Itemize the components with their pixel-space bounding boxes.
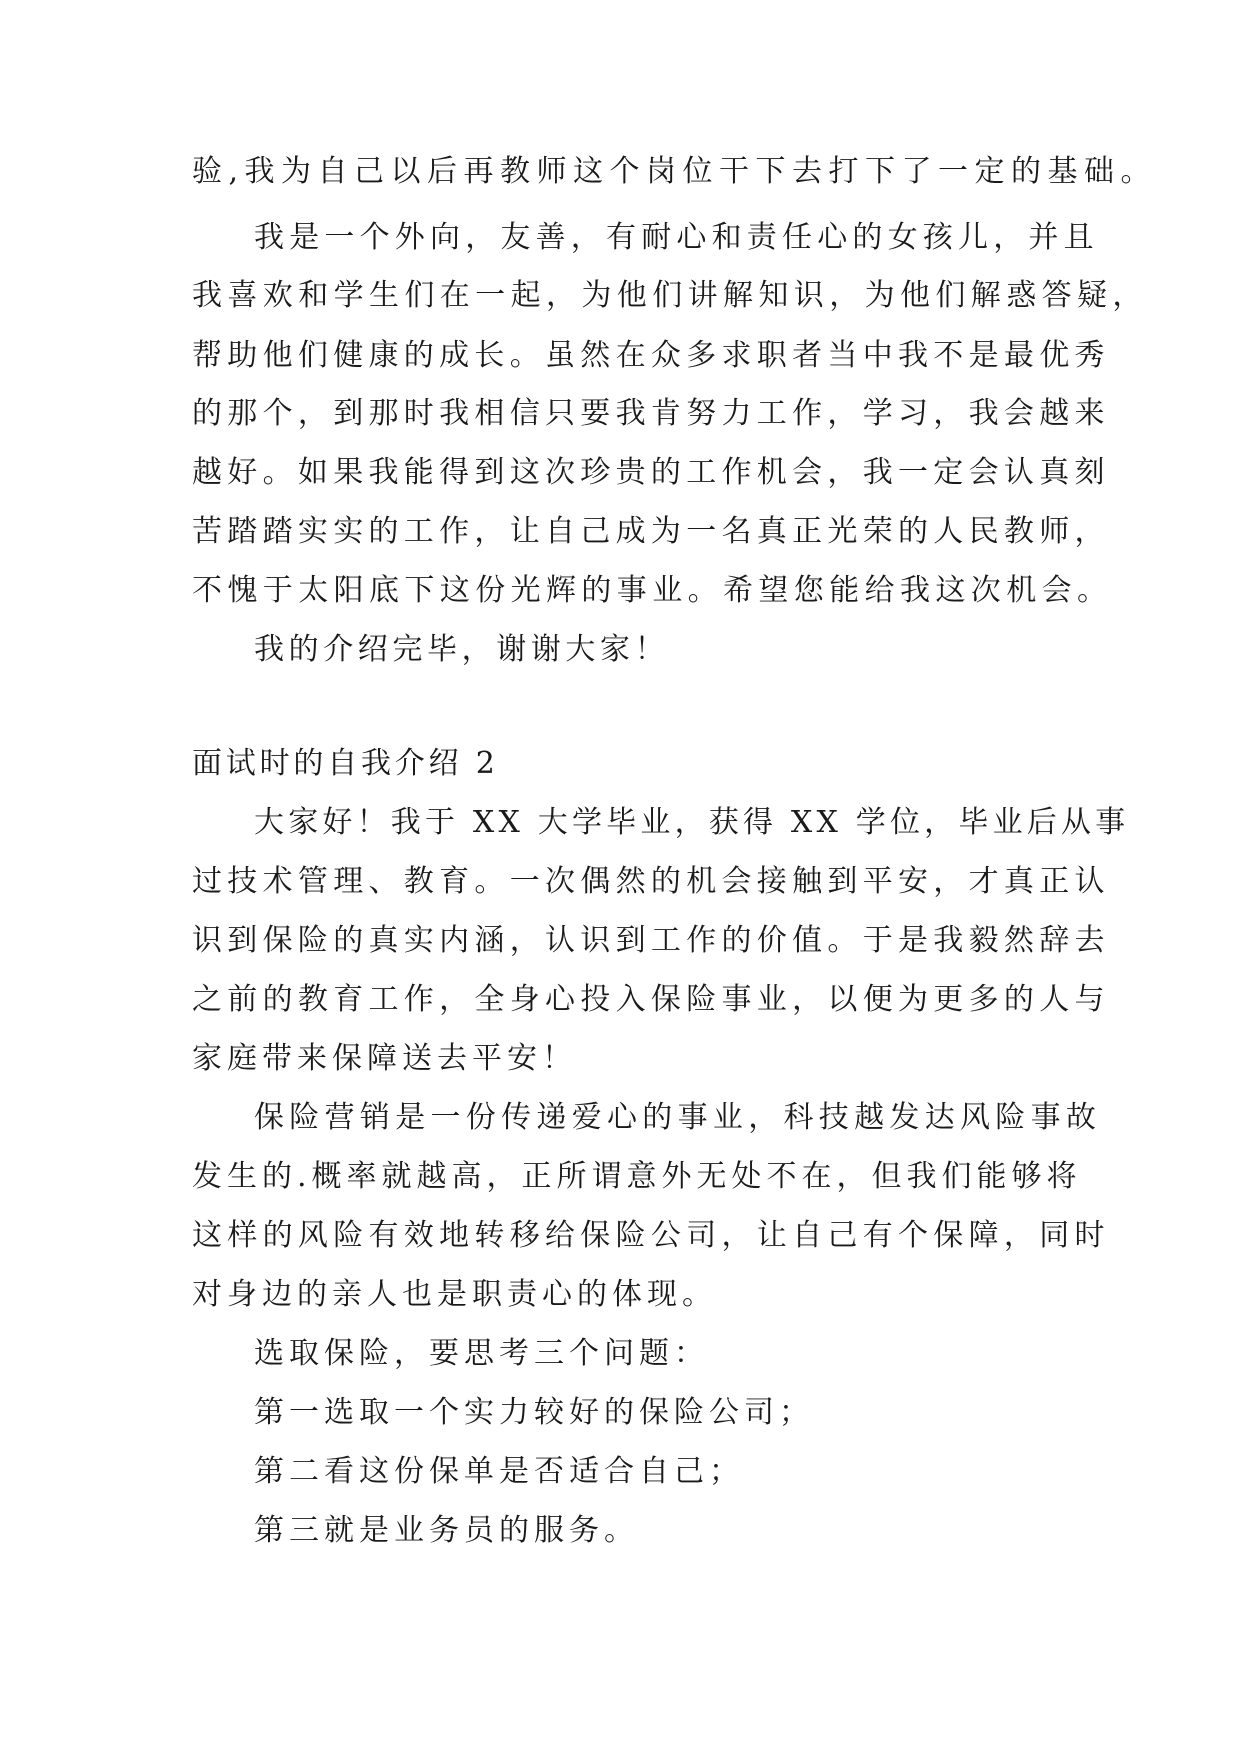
list-item xyxy=(0,1505,1241,1557)
paragraph-line xyxy=(0,624,1241,676)
paragraph-line xyxy=(0,915,1241,967)
line-text: 第一选取一个实力较好的保险公司； xyxy=(254,1395,814,1430)
paragraph-line xyxy=(0,1328,1241,1380)
line-text: 第二看这份保单是否适合自己； xyxy=(254,1454,744,1489)
line-text: 越好。如果我能得到这次珍贵的工作机会，我一定会认真刻 xyxy=(192,455,1110,490)
paragraph-line xyxy=(0,270,1241,322)
paragraph-line xyxy=(0,1092,1241,1144)
line-text: 验,我为自己以后再教师这个岗位干下去打下了一定的基础。 xyxy=(192,154,1158,189)
paragraph-line xyxy=(0,1033,1241,1085)
list-item xyxy=(0,1387,1241,1439)
list-item xyxy=(0,1446,1241,1498)
paragraph-line xyxy=(0,506,1241,558)
line-text: 第三就是业务员的服务。 xyxy=(254,1513,639,1548)
line-text: 苦踏踏实实的工作，让自己成为一名真正光荣的人民教师， xyxy=(192,514,1110,549)
paragraph-line xyxy=(0,565,1241,617)
paragraph-line xyxy=(0,974,1241,1026)
line-text: 我的介绍完毕，谢谢大家！ xyxy=(254,632,670,667)
line-text: 之前的教育工作，全身心投入保险事业，以便为更多的人与 xyxy=(192,982,1110,1017)
line-text: 我是一个外向，友善，有耐心和责任心的女孩儿，并且 xyxy=(254,220,1099,255)
line-text: 对身边的亲人也是职责心的体现。 xyxy=(192,1277,717,1312)
paragraph-line xyxy=(0,1210,1241,1262)
line-text: 大家好！我于 XX 大学毕业，获得 XX 学位，毕业后从事 xyxy=(254,805,1130,840)
line-text: 过技术管理、教育。一次偶然的机会接触到平安，才真正认 xyxy=(192,864,1110,899)
heading-text: 面试时的自我介绍 2 xyxy=(192,746,499,781)
paragraph-line xyxy=(0,330,1241,382)
section-heading xyxy=(0,738,1241,790)
line-text: 识到保险的真实内涵，认识到工作的价值。于是我毅然辞去 xyxy=(192,923,1110,958)
paragraph-line xyxy=(0,146,1241,198)
paragraph-line xyxy=(0,447,1241,499)
line-text: 家庭带来保障送去平安！ xyxy=(192,1041,577,1076)
line-text: 这样的风险有效地转移给保险公司，让自己有个保障，同时 xyxy=(192,1218,1110,1253)
paragraph-line xyxy=(0,388,1241,440)
line-text: 我喜欢和学生们在一起，为他们讲解知识，为他们解惑答疑， xyxy=(192,278,1148,313)
paragraph-line xyxy=(0,212,1241,264)
line-text: 不愧于太阳底下这份光辉的事业。希望您能给我这次机会。 xyxy=(192,573,1113,608)
line-text: 选取保险，要思考三个问题： xyxy=(254,1336,709,1371)
line-text: 帮助他们健康的成长。虽然在众多求职者当中我不是最优秀 xyxy=(192,338,1110,373)
line-text: 保险营销是一份传递爱心的事业，科技越发达风险事故 xyxy=(254,1100,1102,1135)
paragraph-line xyxy=(0,797,1241,849)
paragraph-line xyxy=(0,1269,1241,1321)
paragraph-line xyxy=(0,1151,1241,1203)
line-text: 发生的.概率就越高，正所谓意外无处不在，但我们能够将 xyxy=(192,1159,1082,1194)
line-text: 的那个，到那时我相信只要我肯努力工作，学习，我会越来 xyxy=(192,396,1110,431)
paragraph-line xyxy=(0,856,1241,908)
